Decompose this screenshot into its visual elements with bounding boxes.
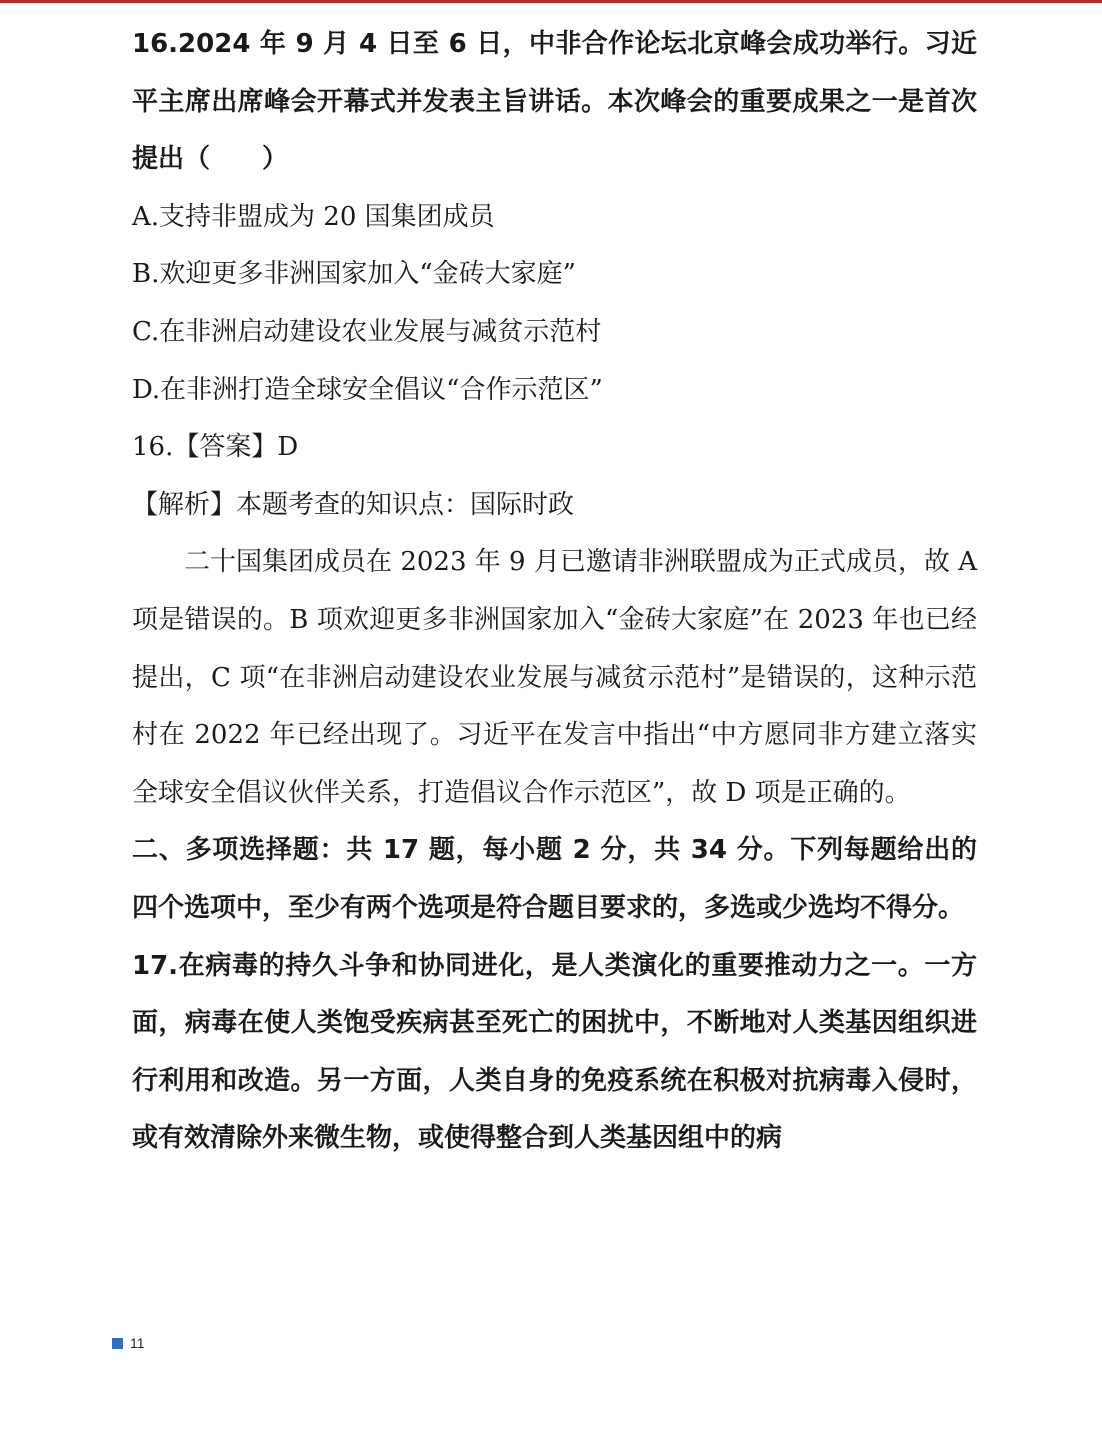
section-2-heading: 二、多项选择题：共 17 题，每小题 2 分，共 34 分。下列每题给出的四个选项中，至少有两个选项是符合题目要求的，多选或少选均不得分。 xyxy=(132,835,977,923)
analysis-body: 二十国集团成员在 2023 年 9 月已邀请非洲联盟成为正式成员，故 A 项是错误的。B 项欢迎更多非洲国家加入“金砖大家庭”在 2023 年也已经提出，C 项“在非洲启动建设农业发展与减贫示范村”是错误的，这种示范村在 2022 年已经出现了。习近平在发言中指出“中方愿同非方建立落实全球安全倡议伙伴关系，打造倡议合作示范区”，故 D 项是正确的。 xyxy=(132,547,977,808)
page-footer xyxy=(112,1336,145,1350)
option-d: D.在非洲打造全球安全倡议“合作示范区” xyxy=(132,374,603,405)
page-content xyxy=(132,16,977,1168)
question-17-stem: 17.在病毒的持久斗争和协同进化，是人类演化的重要推动力之一。一方面，病毒在使人类饱受疾病甚至死亡的困扰中，不断地对人类基因组织进行利用和改造。另一方面，人类自身的免疫系统在积极对抗病毒入侵时，或有效清除外来微生物，或使得整合到人类基因组中的病 xyxy=(132,950,977,1154)
option-b: B.欢迎更多非洲国家加入“金砖大家庭” xyxy=(132,259,576,290)
top-red-rule xyxy=(0,0,1102,3)
question-16-stem: 16.2024 年 9 月 4 日至 6 日，中非合作论坛北京峰会成功举行。习近平主席出席峰会开幕式并发表主旨讲话。本次峰会的重要成果之一是首次提出（ ） xyxy=(132,29,977,175)
footer-square-icon xyxy=(112,1338,123,1349)
option-c: C.在非洲启动建设农业发展与减贫示范村 xyxy=(132,316,602,347)
analysis-title: 【解析】本题考查的知识点：国际时政 xyxy=(132,489,575,520)
option-a: A.支持非盟成为 20 国集团成员 xyxy=(132,201,495,232)
page-number: 11 xyxy=(130,1335,145,1351)
answer-line: 16.【答案】D xyxy=(132,432,299,463)
